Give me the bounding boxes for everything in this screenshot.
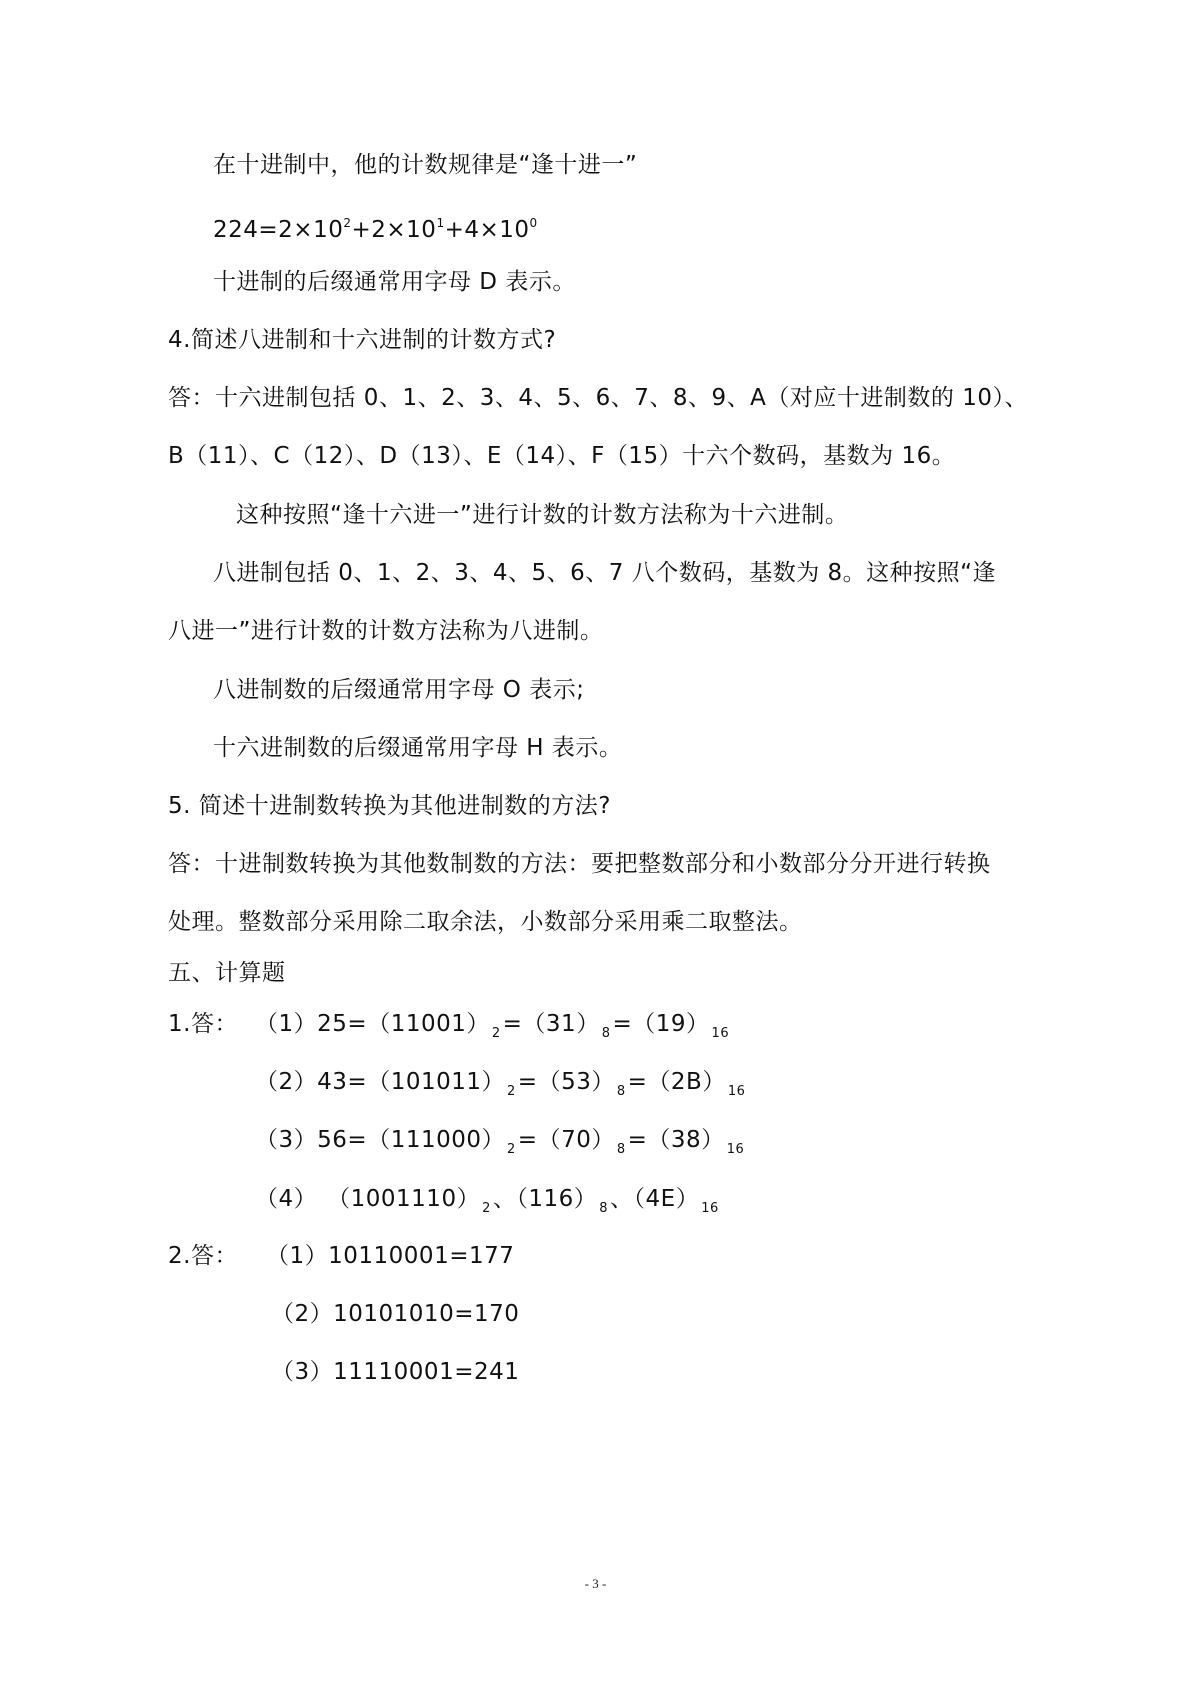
a1-item-4: （4） （1001110） $_2$、（116） $_8$、（4E） $_{16}$ xyxy=(255,1186,719,1216)
q5-question: 5. 简述十进制数转换为其他进制数的方法? xyxy=(168,793,611,819)
q5-answer-line2: 处理。整数部分采用除二取余法，小数部分采用乘二取整法。 xyxy=(168,909,803,935)
q4-answer-line2: B（11）、C（12）、D（13）、E（14）、F（15）十六个数码，基数为 16。 xyxy=(168,443,956,469)
decimal-expansion: $224=2\times 10^2+2\times 10^1+4\times 10^0$ xyxy=(213,216,538,243)
a1-item-3: （3）56=（111000） $_2$=（70） $_8$=（38） $_{16}$ xyxy=(255,1127,745,1157)
a2-item-3: （3）11110001=241 xyxy=(271,1359,520,1385)
a2-label: 2.答： xyxy=(168,1243,238,1269)
q4-hex-suffix: 十六进制数的后缀通常用字母 H 表示。 xyxy=(213,735,623,761)
a2-item-2: （2）10101010=170 xyxy=(271,1301,520,1327)
page-number: - 3 - xyxy=(584,1576,607,1591)
decimal-suffix-note: 十进制的后缀通常用字母 D 表示。 xyxy=(213,269,576,295)
q4-question: 4.简述八进制和十六进制的计数方式? xyxy=(168,327,557,353)
decimal-rule: 在十进制中，他的计数规律是“逢十进一” xyxy=(213,152,638,178)
a2-item-1: （1）10110001=177 xyxy=(266,1243,515,1269)
q4-octal-suffix: 八进制数的后缀通常用字母 O 表示; xyxy=(213,677,585,703)
a1-item-2: （2）43=（101011） $_2$=（53） $_8$=（2B） $_{16}$ xyxy=(255,1069,746,1099)
q4-octal-line2: 八进一”进行计数的计数方法称为八进制。 xyxy=(168,618,604,644)
q5-answer-line1: 答：十进制数转换为其他数制数的方法：要把整数部分和小数部分分开进行转换 xyxy=(168,851,991,877)
q4-octal-line1: 八进制包括 0、1、2、3、4、5、6、7 八个数码，基数为 8。这种按照“逢 xyxy=(213,560,997,586)
section5-heading: 五、计算题 xyxy=(168,960,286,986)
a1-item-1: （1）25=（11001） $_2$=（31） $_8$=（19） $_{16}$ xyxy=(255,1011,730,1041)
a1-label: 1.答： xyxy=(168,1011,238,1037)
q4-answer-line3: 这种按照“逢十六进一”进行计数的计数方法称为十六进制。 xyxy=(236,502,849,528)
q4-answer-line1: 答：十六进制包括 0、1、2、3、4、5、6、7、8、9、A（对应十进制数的 10）、 xyxy=(168,385,1028,411)
